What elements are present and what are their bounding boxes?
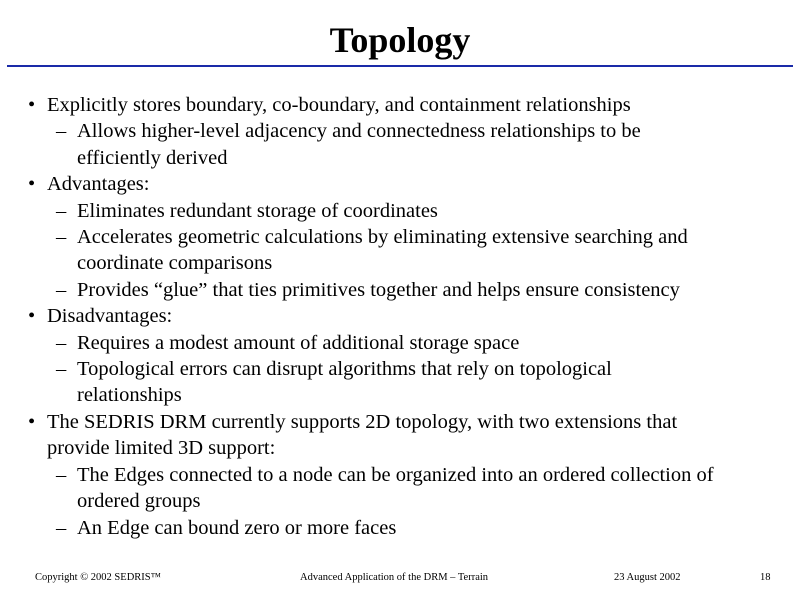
footer-copyright: Copyright © 2002 SEDRIS™: [35, 572, 161, 583]
bullet-glyph: •: [28, 173, 36, 196]
bullet-item: [28, 303, 788, 329]
title-divider: [7, 65, 793, 67]
footer-presentation-title: Advanced Application of the DRM – Terrain: [300, 572, 489, 583]
sub-bullet-text: Requires a modest amount of additional storage space: [77, 331, 520, 354]
sub-bullet-text: Allows higher-level adjacency and connectedness relationships to be: [77, 120, 641, 143]
sub-bullet-continuation: [28, 145, 788, 171]
bullet-text: Disadvantages:: [47, 305, 173, 328]
dash-glyph: –: [56, 199, 67, 222]
bullet-text: The SEDRIS DRM currently supports 2D topology, with two extensions that: [47, 410, 678, 433]
sub-bullet-text: Eliminates redundant storage of coordinates: [77, 199, 438, 222]
bullet-item: [28, 171, 788, 197]
sub-bullet-text: ordered groups: [77, 490, 201, 513]
dash-glyph: –: [56, 463, 67, 486]
footer-date: 23 August 2002: [614, 572, 681, 583]
bullet-glyph: •: [28, 305, 36, 328]
dash-glyph: –: [56, 331, 67, 354]
bullet-item: [28, 409, 788, 435]
bullet-item: [28, 92, 788, 118]
bullet-text: Explicitly stores boundary, co-boundary, and containment relationships: [47, 94, 631, 116]
dash-glyph: –: [56, 516, 67, 539]
dash-glyph: –: [56, 120, 67, 143]
slide-title: Topology: [329, 20, 471, 60]
bullet-list: [28, 92, 788, 541]
bullet-glyph: •: [28, 410, 36, 433]
sub-bullet-text: Provides “glue” that ties primitives together and helps ensure consistency: [77, 278, 680, 301]
sub-bullet-text: efficiently derived: [77, 146, 228, 169]
sub-bullet-item: [28, 277, 788, 303]
sub-bullet-item: [28, 515, 788, 541]
sub-bullet-text: Accelerates geometric calculations by eliminating extensive searching and: [77, 226, 688, 249]
sub-bullet-continuation: [28, 250, 788, 276]
dash-glyph: –: [56, 226, 67, 249]
sub-bullet-text: coordinate comparisons: [77, 252, 273, 275]
bullet-text: Advantages:: [47, 173, 150, 196]
sub-bullet-item: [28, 356, 788, 382]
sub-bullet-item: [28, 224, 788, 250]
sub-bullet-text: The Edges connected to a node can be organized into an ordered collection of: [77, 463, 714, 486]
footer-page-number: 18: [760, 572, 771, 583]
bullet-glyph: •: [28, 94, 36, 116]
sub-bullet-item: [28, 198, 788, 224]
sub-bullet-item: [28, 330, 788, 356]
sub-bullet-continuation: [28, 488, 788, 514]
sub-bullet-continuation: [28, 382, 788, 408]
dash-glyph: –: [56, 358, 67, 381]
sub-bullet-text: An Edge can bound zero or more faces: [77, 516, 397, 539]
sub-bullet-text: relationships: [77, 384, 182, 407]
sub-bullet-item: [28, 118, 788, 144]
sub-bullet-item: [28, 462, 788, 488]
sub-bullet-text: Topological errors can disrupt algorithms that rely on topological: [77, 358, 612, 381]
bullet-text: provide limited 3D support:: [47, 437, 276, 460]
bullet-continuation: [28, 435, 788, 461]
dash-glyph: –: [56, 278, 67, 301]
